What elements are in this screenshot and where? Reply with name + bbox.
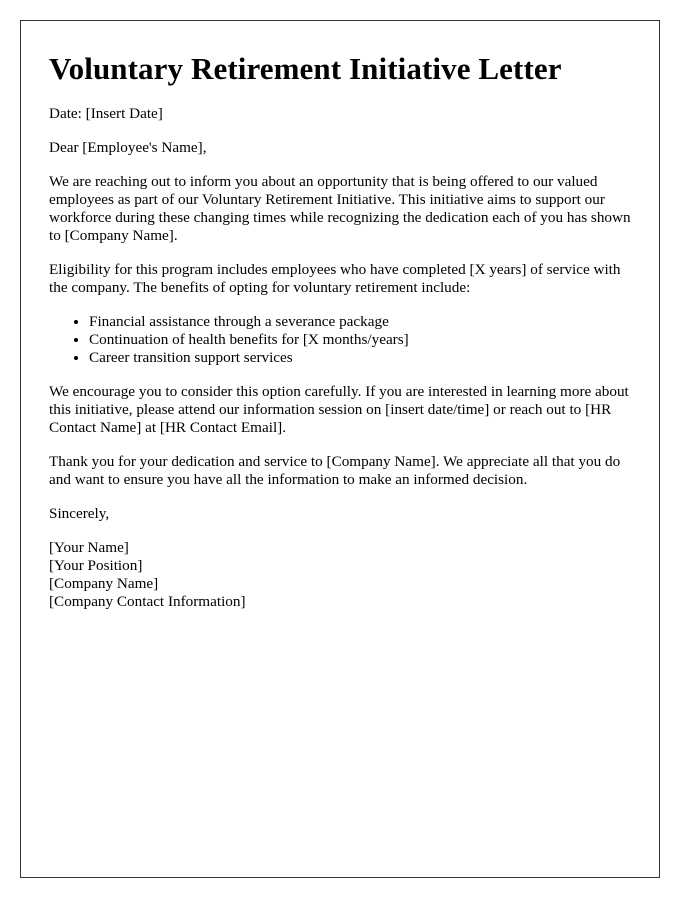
thank-you-paragraph: Thank you for your dedication and service to [Company Name]. We appreciate all that you do and want to ensure you have all the information to make an informed decision. [49, 453, 621, 488]
salutation: Dear [Employee's Name], [49, 139, 207, 156]
eligibility-paragraph: Eligibility for this program includes employees who have completed [X years] of service with the company. The benefits of opting for voluntary retirement include: [49, 261, 621, 296]
signature-name: [Your Name] [49, 539, 129, 556]
date-line: Date: [Insert Date] [49, 105, 163, 122]
benefit-item: • Career transition support services [89, 349, 631, 367]
benefit-item: • Financial assistance through a severance package [89, 313, 631, 331]
encouragement-paragraph: We encourage you to consider this option carefully. If you are interested in learning more about this initiative, please attend our information session on [insert date/time] or reach out to [HR Contact Name] at [HR Contact Email]. [49, 383, 629, 436]
letter-container [20, 20, 660, 878]
signature-company: [Company Name] [49, 575, 159, 592]
benefits-list [49, 313, 631, 367]
signature-position: [Your Position] [49, 557, 143, 574]
valediction: Sincerely, [49, 505, 110, 522]
signature-contact: [Company Contact Information] [49, 593, 246, 610]
signature-block [49, 539, 631, 611]
intro-paragraph: We are reaching out to inform you about an opportunity that is being offered to our valued employees as part of our Voluntary Retirement Initiative. This initiative aims to support our workforce during these changing times while recognizing the dedication each of you has shown to [Company Name]. [49, 173, 631, 244]
benefit-item: • Continuation of health benefits for [X months/years] [89, 331, 631, 349]
letter-title: Voluntary Retirement Initiative Letter [49, 51, 562, 86]
